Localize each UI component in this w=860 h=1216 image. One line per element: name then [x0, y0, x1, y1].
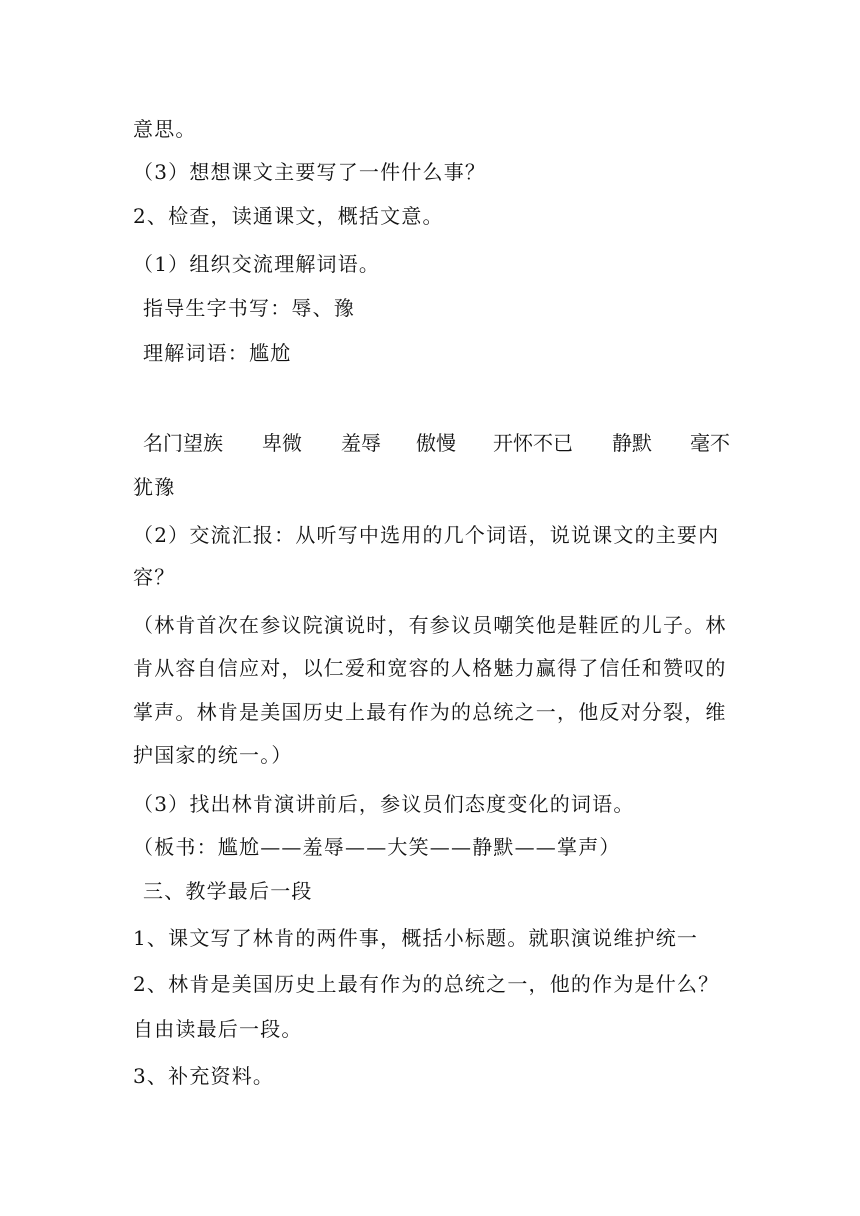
- vocab-word: 傲慢: [416, 431, 456, 455]
- text-line: 2、林肯是美国历史上最有作为的总统之一，他的作为是什么？: [133, 972, 720, 996]
- vocab-word: 开怀不已: [493, 431, 573, 455]
- vocab-word: 名门望族: [143, 431, 223, 455]
- vocab-word: 静默: [612, 431, 652, 455]
- text-line: 掌声。林肯是美国历史上最有作为的总统之一，他反对分裂，维: [133, 700, 727, 724]
- text-line: 意思。: [133, 117, 197, 141]
- text-line: （3）想想课文主要写了一件什么事？: [133, 160, 487, 184]
- text-line: 1、课文写了林肯的两件事，概括小标题。就职演说维护统一: [133, 926, 699, 950]
- text-line: （林肯首次在参议院演说时，有参议员嘲笑他是鞋匠的儿子。林: [133, 613, 727, 637]
- text-line: （3）找出林肯演讲前后，参议员们态度变化的词语。: [133, 792, 635, 816]
- text-line: 指导生字书写：辱、豫: [143, 296, 355, 320]
- text-line: 肯从容自信应对，以仁爱和宽容的人格魅力赢得了信任和赞叹的: [133, 656, 727, 680]
- text-line: 犹豫: [133, 475, 176, 499]
- text-line: 2、检查，读通课文，概括文意。: [133, 204, 444, 228]
- text-line: （2）交流汇报：从听写中选用的几个词语，说说课文的主要内: [133, 523, 720, 547]
- vocab-word: 毫不: [690, 431, 730, 455]
- vocab-word: 卑微: [262, 431, 302, 455]
- text-line: 护国家的统一。）: [133, 743, 293, 767]
- vocab-word: 羞辱: [341, 431, 381, 455]
- text-line: （板书：尴尬——羞辱——大笑——静默——掌声）: [133, 835, 621, 859]
- text-line: 3、补充资料。: [133, 1064, 275, 1088]
- text-line: 容？: [133, 565, 176, 589]
- text-line: （1）组织交流理解词语。: [133, 252, 381, 276]
- section-heading: 三、教学最后一段: [143, 879, 313, 903]
- text-line: 自由读最后一段。: [133, 1017, 303, 1041]
- text-line: 理解词语：尴尬: [143, 341, 292, 365]
